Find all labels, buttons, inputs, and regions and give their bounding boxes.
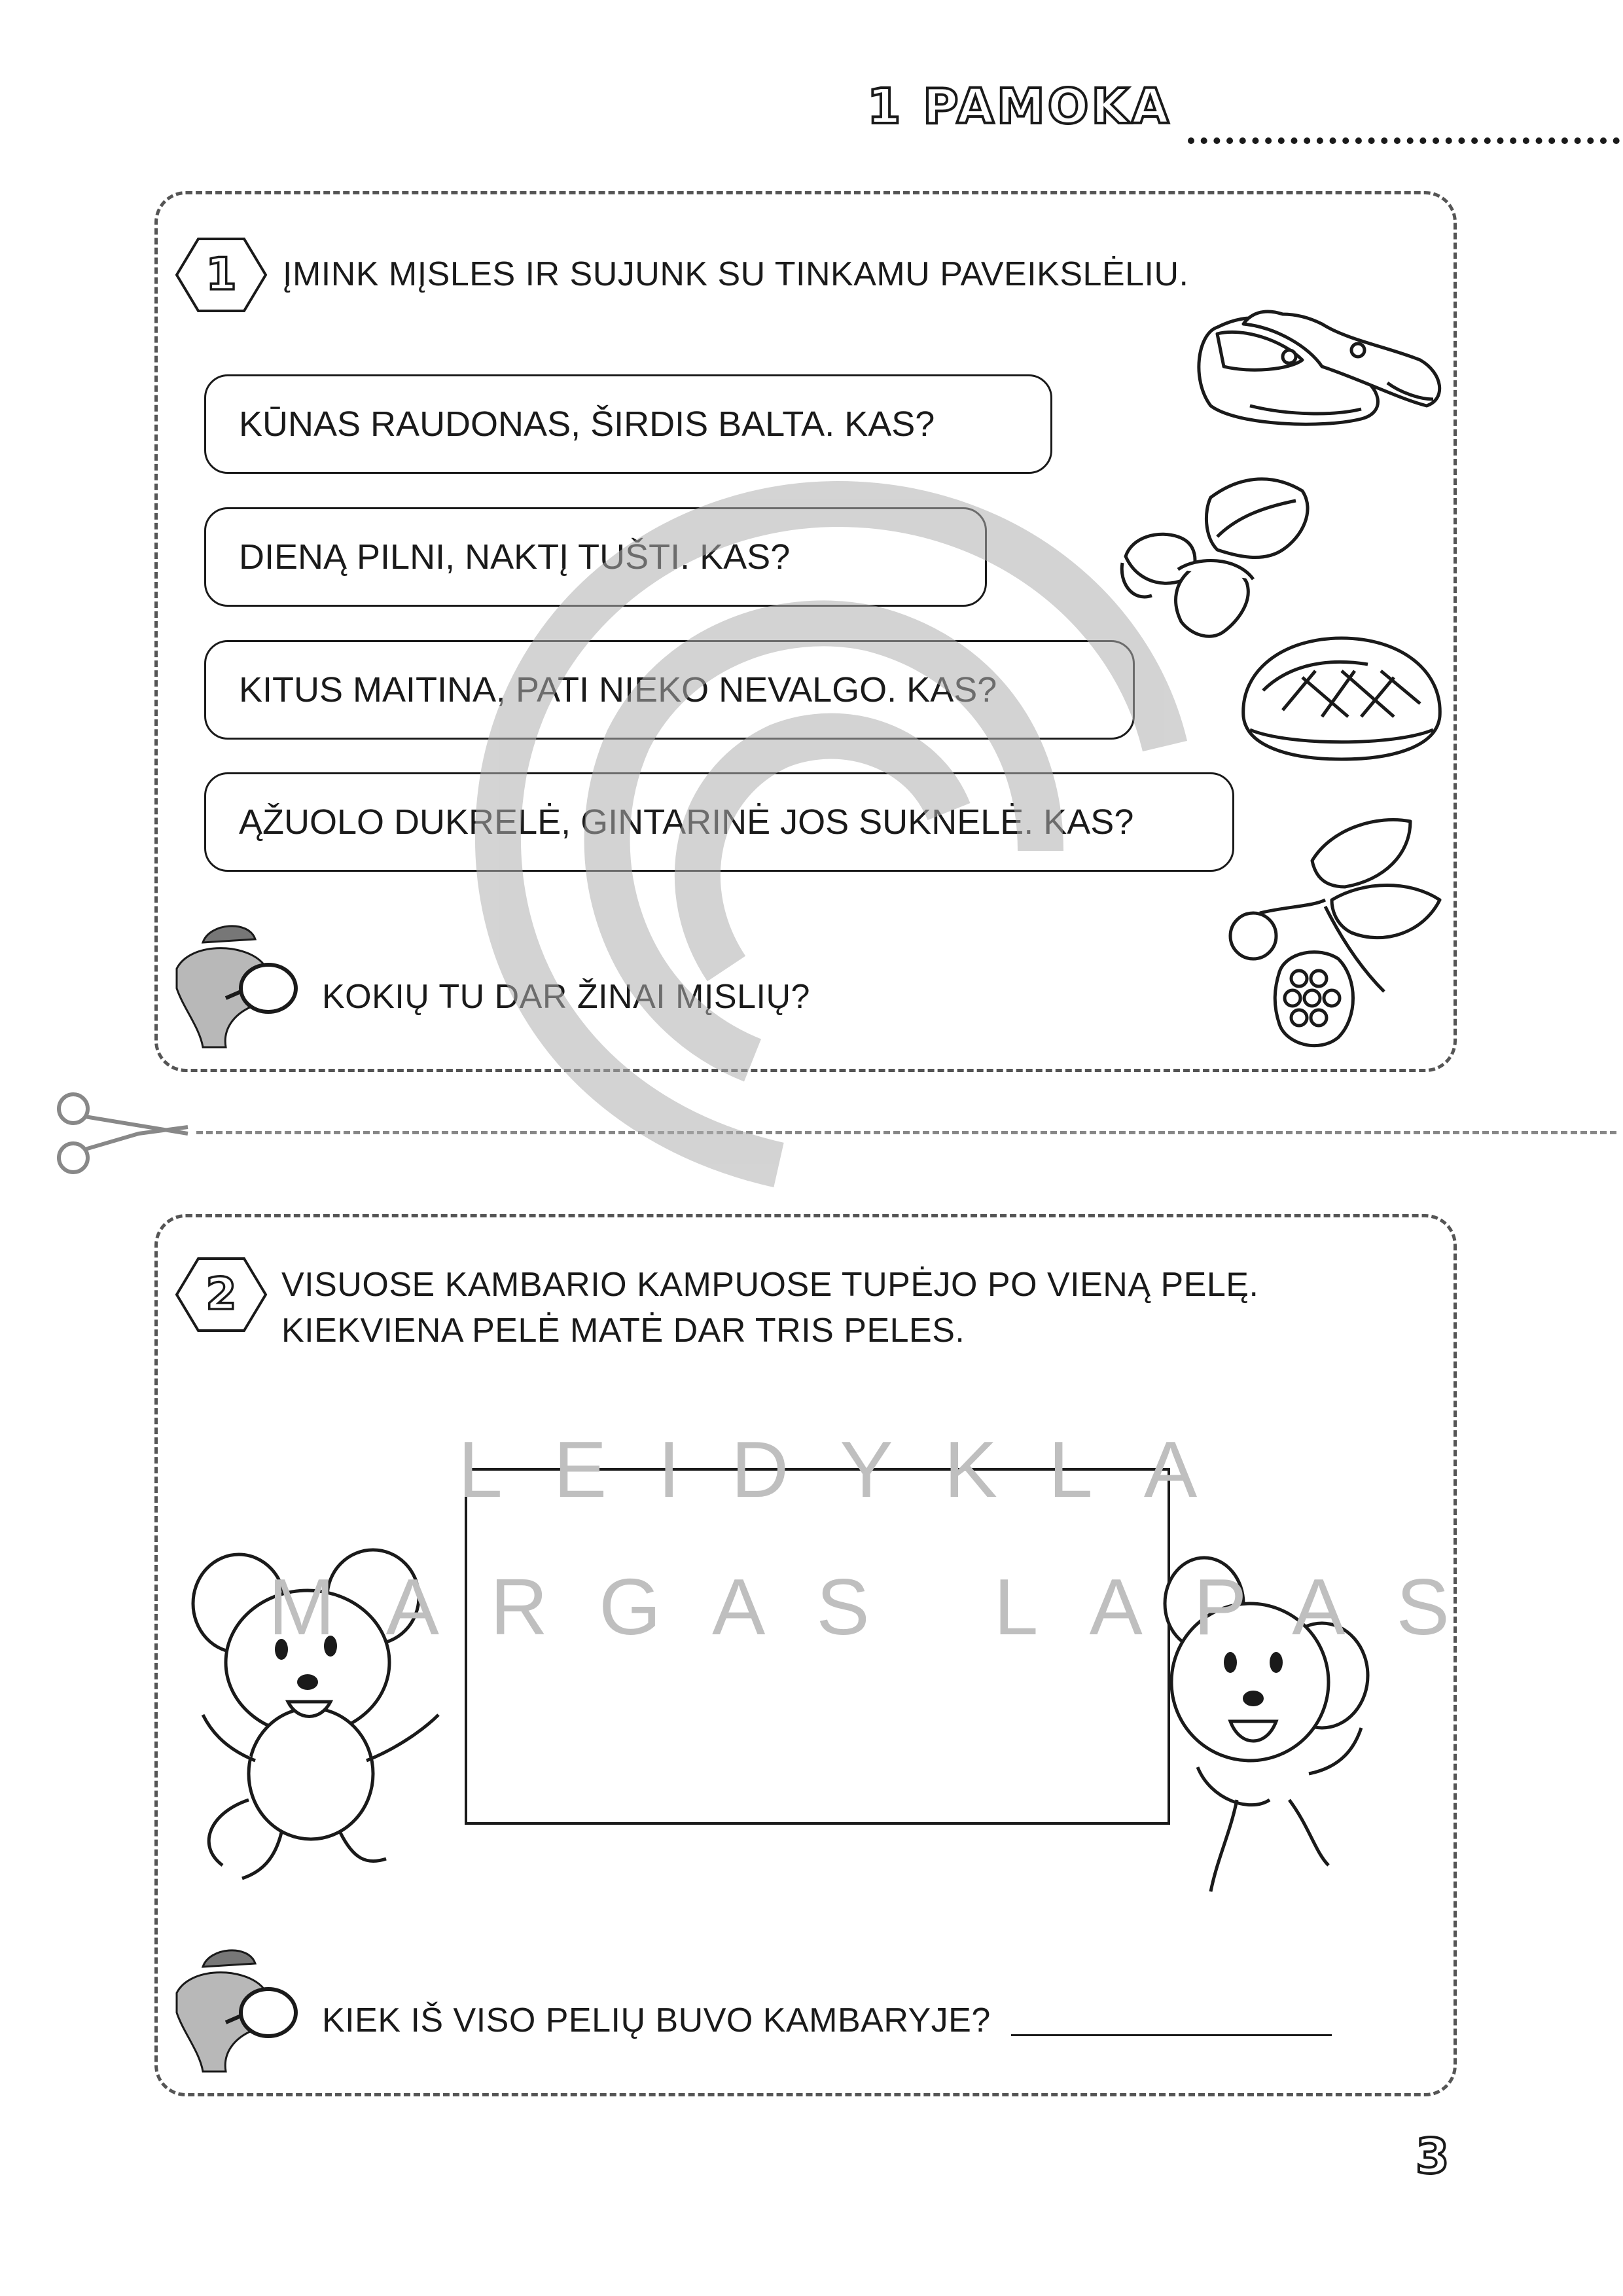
shoes-picture[interactable] bbox=[1191, 308, 1446, 432]
task1-number-badge bbox=[175, 236, 267, 314]
lesson-name-line bbox=[1188, 98, 1620, 144]
publisher-watermark-logo bbox=[412, 432, 1224, 1217]
detective-mascot-icon-2 bbox=[164, 1941, 308, 2078]
answer-line[interactable] bbox=[1011, 2034, 1332, 2036]
detective-mascot-icon bbox=[164, 916, 308, 1054]
bread-picture[interactable] bbox=[1237, 632, 1446, 762]
page-number: 3 bbox=[1416, 2128, 1450, 2185]
watermark-line2: MARGAS LAPAS bbox=[268, 1562, 1501, 1651]
riddle-2-text: DIENĄ PILNI, NAKTĮ TUŠTI. KAS? bbox=[239, 537, 791, 577]
task2-number: 2 bbox=[205, 1268, 237, 1320]
task2-instruction-line1: VISUOSE KAMBARIO KAMPUOSE TUPĖJO PO VIENĄ PELĘ. bbox=[281, 1266, 1259, 1304]
raspberries-picture[interactable] bbox=[1214, 802, 1450, 1050]
task2-question: KIEK IŠ VISO PELIŲ BUVO KAMBARYJE? bbox=[322, 2001, 991, 2039]
riddle-1-text: KŪNAS RAUDONAS, ŠIRDIS BALTA. KAS? bbox=[239, 404, 935, 444]
task1-instruction: ĮMINK MĮSLES IR SUJUNK SU TINKAMU PAVEIKSLĖLIU. bbox=[283, 255, 1189, 293]
task2-number-badge bbox=[175, 1255, 267, 1334]
watermark-line1: LEIDYKLA bbox=[458, 1425, 1249, 1514]
task1-number: 1 bbox=[205, 249, 237, 300]
lesson-title: 1 PAMOKA bbox=[867, 79, 1172, 135]
task1-bonus-question: KOKIŲ TU DAR ŽINAI MĮSLIŲ? bbox=[322, 978, 810, 1016]
riddle-4-text: ĄŽUOLO DUKRELĖ, GINTARINĖ JOS SUKNELĖ. KAS? bbox=[239, 802, 1134, 842]
riddle-3-text: KITUS MAITINA, PATI NIEKO NEVALGO. KAS? bbox=[239, 670, 997, 709]
task2-instruction-line2: KIEKVIENA PELĖ MATĖ DAR TRIS PELES. bbox=[281, 1312, 965, 1350]
scissors-icon bbox=[47, 1089, 198, 1181]
